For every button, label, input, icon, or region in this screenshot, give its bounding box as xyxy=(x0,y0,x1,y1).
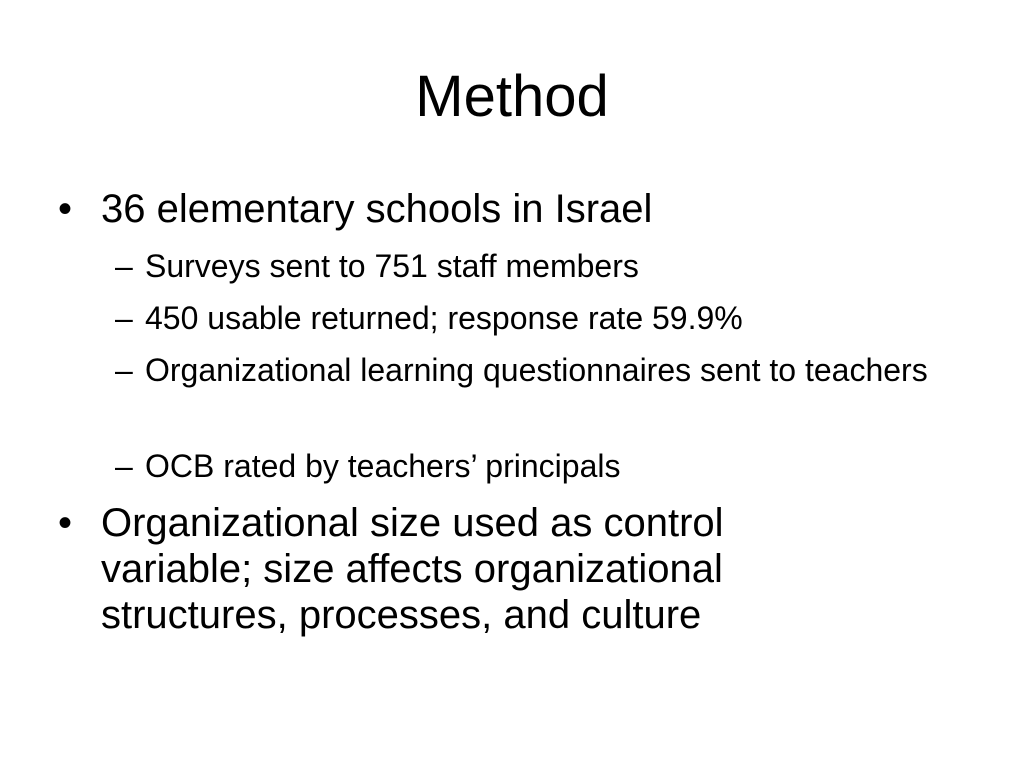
bullet-item xyxy=(58,500,821,638)
bullet-text: Organizational size used as control variable; size affects organizational structures, processes, and culture xyxy=(101,501,724,637)
sub-bullet-marker: – xyxy=(115,300,133,336)
sub-bullet-item xyxy=(115,350,975,390)
bullet-marker: • xyxy=(58,501,73,545)
sub-bullet-item xyxy=(115,246,975,286)
sub-bullet-text: Organizational learning questionnaires sent to teachers xyxy=(145,352,928,388)
sub-bullet-marker: – xyxy=(115,352,133,388)
bullet-text: 36 elementary schools in Israel xyxy=(101,187,653,231)
slide-title: Method xyxy=(415,64,609,129)
bullet-marker: • xyxy=(58,187,73,231)
bullet-item xyxy=(58,186,981,232)
sub-bullet-item xyxy=(115,298,975,338)
sub-bullet-text: Surveys sent to 751 staff members xyxy=(145,248,639,284)
sub-bullet-item xyxy=(115,446,975,486)
sub-bullet-text: OCB rated by teachers’ principals xyxy=(145,448,621,484)
sub-bullet-marker: – xyxy=(115,448,133,484)
sub-bullet-text: 450 usable returned; response rate 59.9% xyxy=(145,300,743,336)
sub-bullet-marker: – xyxy=(115,248,133,284)
